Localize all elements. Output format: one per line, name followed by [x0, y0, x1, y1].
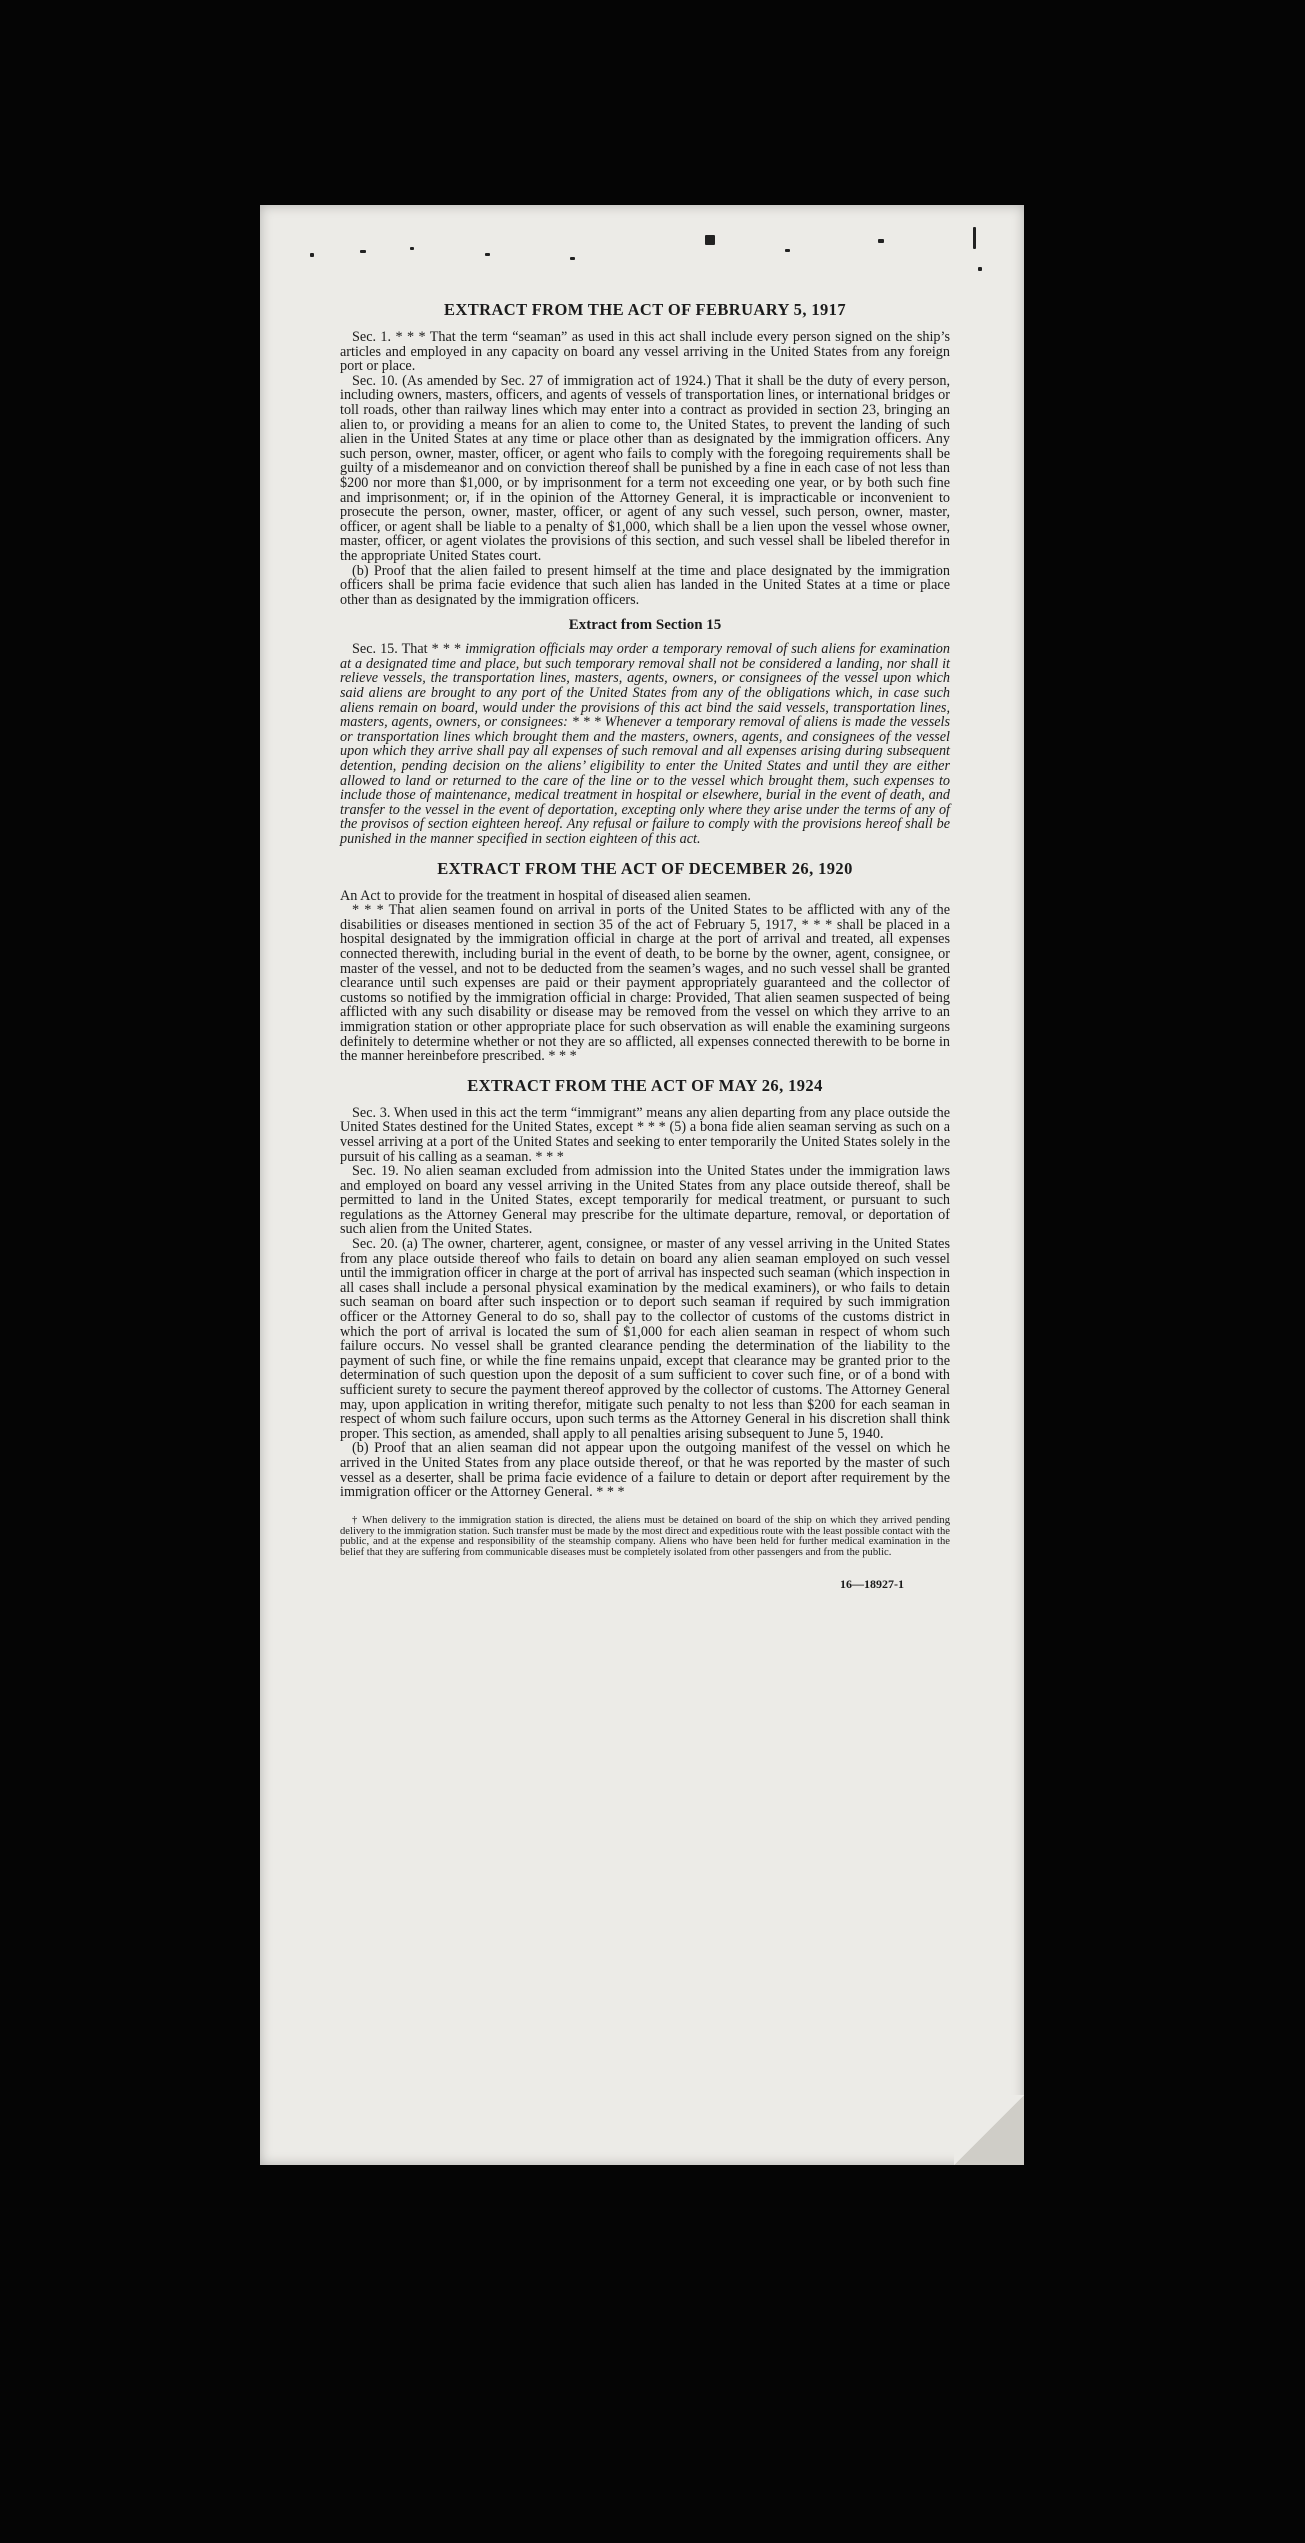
scan-speck: [360, 250, 366, 253]
section-subheading: Extract from Section 15: [568, 617, 722, 634]
page-corner-curl: [954, 2095, 1024, 2165]
paragraph: [340, 642, 950, 846]
section-heading: EXTRACT FROM THE ACT OF MAY 26, 1924: [467, 1075, 823, 1095]
section-15-extract: [340, 617, 950, 846]
scan-speck: [978, 267, 982, 271]
section-lead: Sec. 15. That * * *: [352, 641, 466, 658]
document-content: [340, 300, 950, 1592]
italic-text: immigration officials may order a temporary removal of such aliens for examination at a designated time and place, but such temporary removal shall not be considered a landing, nor shall it relieve vessels, the transportation lines, masters, agents, owners, or consignees of the vessel upon which said aliens are brought to any port of the United States from any of the obligations which, in case such aliens remain on board, would under the provisions of this act bind the said vessels, transportation lines, masters, agents, owners, or consignees: * * * Whenever a temporary removal of aliens is made the vessels or transportation lines which brought them and the masters, owners, agents, and consignees of the vessel upon which they arrive shall pay all expenses of such removal and all expenses arising during subsequent detention, pending decision on the aliens’ eligibility to enter the United States and until they are either allowed to land or returned to the care of the line or to the vessel which brought them, such expenses to include those of maintenance, medical treatment in hospital or elsewhere, burial in the event of death, and transfer to the vessel in the event of deportation, excepting only where they arise under the terms of any of the provisos of section eighteen hereof. Any refusal or failure to comply with the provisions hereof shall be punished in the manner specified in section eighteen of this act.: [340, 641, 950, 847]
paragraph: Sec. 20. (a) The owner, charterer, agent, consignee, or master of any vessel arriving in the United States from any place outside thereof who fails to detain on board any alien seaman employed on such vessel until the immigration officer in charge at the port of arrival has inspected such seaman (which inspection in all cases shall include a personal physical examination by the medical examiners), or who fails to detain such seaman on board after such inspection or to deport such seaman if required by such immigration officer or the Attorney General to do so, shall pay to the collector of customs of the customs district in which the port of arrival is located the sum of $1,000 for each alien seaman in respect of whom such failure occurs. No vessel shall be granted clearance pending the determination of the liability to the payment of such fine, or while the fine remains unpaid, except that clearance may be granted prior to the determination of such question upon the deposit of a sum sufficient to cover such fine, or of a bond with sufficient surety to secure the payment thereof approved by the collector of customs. The Attorney General may, upon application in writing therefor, mitigate such penalty to not less than $200 for each seaman in respect of whom such failure occurs, upon such terms as the Attorney General in his discretion shall think proper. This section, as amended, shall apply to all penalties arising subsequent to June 5, 1940.: [340, 1236, 950, 1442]
document-page: [260, 205, 1024, 2165]
scan-speck: [485, 253, 490, 256]
section-act-1917: [340, 300, 950, 607]
scan-speck: [878, 239, 884, 243]
scan-speck: [570, 257, 575, 260]
paragraph: Sec. 10. (As amended by Sec. 27 of immigration act of 1924.) That it shall be the duty of every person, including owners, masters, officers, and agents of vessels of transportation lines, or international bridges or toll roads, other than railway lines which may enter into a contract as provided in section 23, bringing an alien to, or providing a means for an alien to come to, the United States, to prevent the landing of such alien in the United States at any time or place other than as designated by the immigration officers. Any such person, owner, master, officer, or agent who fails to comply with the foregoing requirements shall be guilty of a misdemeanor and on conviction thereof shall be punished by a fine in each case of not less than $200 nor more than $1,000, or by imprisonment for a term not exceeding one year, or by both such fine and imprisonment; or, if in the opinion of the Attorney General, it is impracticable or inconvenient to prosecute the person, owner, master, officer, or agent of any such vessel, such person, owner, master, officer, or agent shall be liable to a penalty of $1,000, which shall be a lien upon the vessel whose owner, master, officer, or agent violates the provisions of this section, and such vessel shall be libeled therefor in the appropriate United States court.: [340, 372, 950, 564]
section-act-1920: [340, 859, 950, 1064]
paragraph: Sec. 1. * * * That the term “seaman” as used in this act shall include every person signed on the ship’s articles and employed in any capacity on board any vessel arriving in the United States from any foreign port or place.: [340, 329, 950, 375]
paragraph: Sec. 19. No alien seaman excluded from admission into the United States under the immigration laws and employed on board any vessel arriving in the United States from any place outside thereof, shall be permitted to land in the United States, except temporarily for medical treatment, or pursuant to such regulations as the Attorney General may prescribe for the ultimate departure, removal, or deportation of such alien from the United States.: [340, 1163, 950, 1238]
footnote-text: † When delivery to the immigration station is directed, the aliens must be detained on board of the ship on which they arrived pending delivery to the immigration station. Such transfer must be made by the most direct and expeditious route with the least possible contact with the public, and at the expense and responsibility of the steamship company. Aliens who have been held for further medical examination in the belief that they are suffering from communicable diseases must be completely isolated from other passengers and from the public.: [340, 1514, 950, 1559]
form-number: 16—18927-1: [840, 1576, 904, 1591]
scan-speck: [785, 249, 790, 252]
section-heading: EXTRACT FROM THE ACT OF DECEMBER 26, 1920: [437, 858, 853, 878]
scan-speck: [973, 227, 976, 249]
paragraph: Sec. 3. When used in this act the term “immigrant” means any alien departing from any place outside the United States destined for the United States, except * * * (5) a bona fide alien seaman serving as such on a vessel arriving at a port of the United States and seeking to enter temporarily the United States solely in the pursuit of his calling as a seaman. * * *: [340, 1104, 950, 1165]
scan-speck: [310, 253, 314, 257]
footnote: [340, 1516, 950, 1559]
paragraph: (b) Proof that the alien failed to present himself at the time and place designated by the immigration officers shall be prima facie evidence that such alien has landed in the United States at a time or place other than as designated by the immigration officers.: [340, 562, 950, 608]
section-heading: EXTRACT FROM THE ACT OF FEBRUARY 5, 1917: [444, 300, 846, 319]
scan-speck: [705, 235, 715, 245]
act-title-line: An Act to provide for the treatment in hospital of diseased alien seamen.: [340, 887, 751, 904]
section-act-1924: [340, 1076, 950, 1500]
paragraph: * * * That alien seamen found on arrival in ports of the United States to be afflicted with any of the disabilities or diseases mentioned in section 35 of the act of February 5, 1917, * * * shall be placed in a hospital designated by the immigration official in charge at the port of arrival and treated, all expenses connected therewith, including burial in the event of death, to be borne by the owner, agent, consignee, or master of the vessel, and not to be deducted from the seamen’s wages, and no such vessel shall be granted clearance until such expenses are paid or their payment appropriately guaranteed and the collector of customs so notified by the immigration official in charge: Provided, That alien seamen suspected of being afflicted with any such disability or disease may be removed from the vessel on which they arrive to an immigration station or other appropriate place for such observation as will enable the examining surgeons definitely to determine whether or not they are so afflicted, all expenses connected therewith to be borne in the manner hereinbefore prescribed. * * *: [340, 902, 950, 1065]
scan-speck: [410, 247, 414, 250]
paragraph: (b) Proof that an alien seaman did not appear upon the outgoing manifest of the vessel on which he arrived in the United States from any place outside thereof, or that he was reported by the master of such vessel as a deserter, shall be prima facie evidence of a failure to detain or deport after requirement by the immigration officer or the Attorney General. * * *: [340, 1440, 950, 1501]
